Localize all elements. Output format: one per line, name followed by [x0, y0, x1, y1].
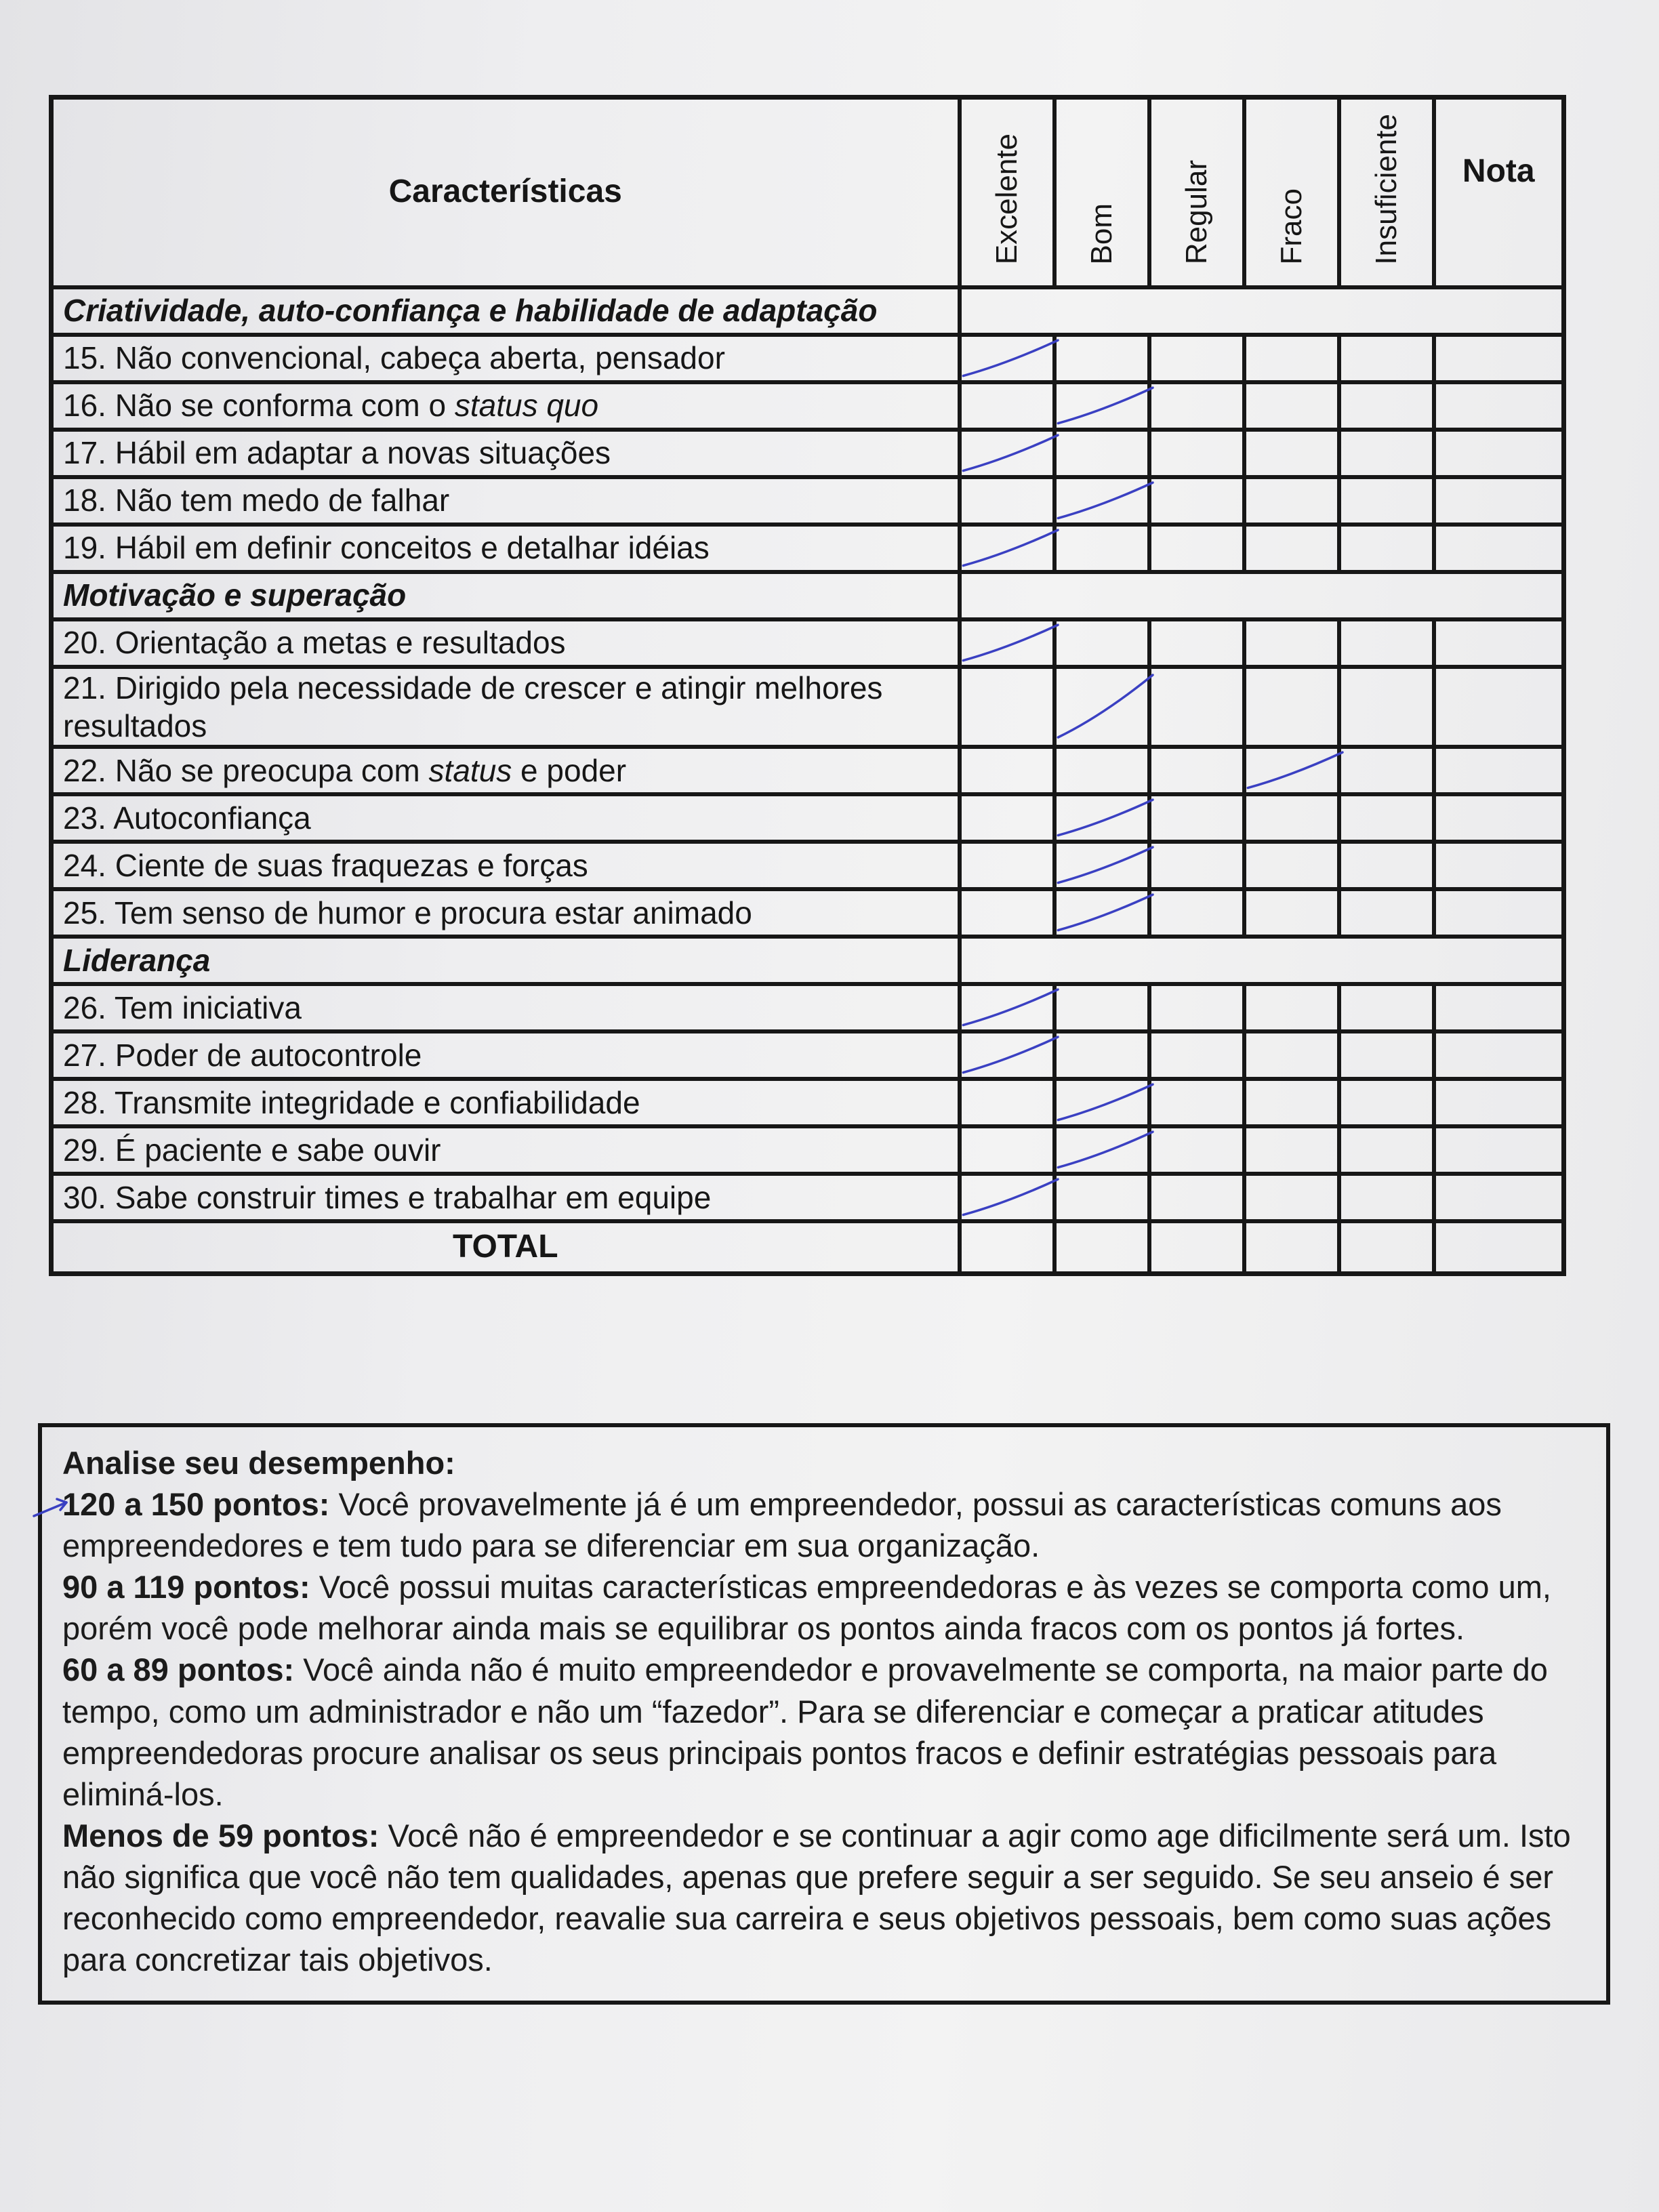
nota-cell[interactable]	[1434, 984, 1564, 1031]
item-label-text: 17. Hábil em adaptar a novas situações	[63, 435, 611, 471]
rating-cell-excelente[interactable]	[960, 1126, 1054, 1174]
section-title: Criatividade, auto-confiança e habilidade de adaptação	[52, 287, 960, 335]
check-mark-stroke	[963, 435, 1058, 470]
table-header	[52, 98, 1564, 287]
rating-cell-regular[interactable]	[1149, 619, 1244, 667]
check-mark	[1055, 1081, 1153, 1124]
rating-cell-regular[interactable]	[1149, 382, 1244, 430]
range-below-59	[62, 1815, 1586, 1980]
item-label	[52, 1031, 960, 1079]
rating-cell-insuficiente[interactable]	[1339, 984, 1434, 1031]
rating-cell-excelente[interactable]	[960, 747, 1054, 794]
total-rating-cell[interactable]	[1244, 1221, 1339, 1274]
item-label-text: 15. Não convencional, cabeça aberta, pensador	[63, 340, 725, 376]
item-label	[52, 382, 960, 430]
nota-cell[interactable]	[1434, 794, 1564, 842]
check-mark	[1055, 384, 1153, 428]
check-mark	[1245, 749, 1343, 792]
item-row	[52, 619, 1564, 667]
performance-analysis-box	[38, 1423, 1610, 2005]
check-mark	[1055, 669, 1153, 745]
rating-cell-bom[interactable]	[1054, 842, 1149, 889]
nota-cell[interactable]	[1434, 1031, 1564, 1079]
rating-cell-insuficiente[interactable]	[1339, 842, 1434, 889]
check-mark	[960, 527, 1058, 570]
check-mark-stroke	[1058, 1132, 1153, 1167]
rating-cell-insuficiente[interactable]	[1339, 889, 1434, 937]
item-row	[52, 525, 1564, 572]
item-row	[52, 889, 1564, 937]
check-mark	[1055, 1128, 1153, 1172]
rating-cell-bom[interactable]	[1054, 1174, 1149, 1221]
rating-cell-insuficiente[interactable]	[1339, 1174, 1434, 1221]
header-col-regular	[1149, 98, 1244, 287]
rating-cell-fraco[interactable]	[1244, 477, 1339, 525]
item-row	[52, 1126, 1564, 1174]
header-col-label: Bom	[1084, 203, 1118, 265]
total-rating-cell[interactable]	[960, 1221, 1054, 1274]
rating-cell-excelente[interactable]	[960, 794, 1054, 842]
rating-cell-excelente[interactable]	[960, 525, 1054, 572]
rating-cell-regular[interactable]	[1149, 889, 1244, 937]
rating-cell-regular[interactable]	[1149, 335, 1244, 382]
item-label-text: 24. Ciente de suas fraquezas e forças	[63, 847, 588, 883]
rating-cell-insuficiente[interactable]	[1339, 335, 1434, 382]
item-row	[52, 667, 1564, 747]
table-total	[52, 1221, 1564, 1274]
header-col-bom	[1054, 98, 1149, 287]
rating-cell-bom[interactable]	[1054, 747, 1149, 794]
rating-cell-bom[interactable]	[1054, 525, 1149, 572]
header-col-label: Regular	[1179, 160, 1213, 265]
check-mark-stroke	[963, 530, 1058, 565]
item-row	[52, 382, 1564, 430]
rating-cell-regular[interactable]	[1149, 747, 1244, 794]
rating-cell-regular[interactable]	[1149, 477, 1244, 525]
item-row	[52, 842, 1564, 889]
item-label-text: 21. Dirigido pela necessidade de crescer e atingir melhores resultados	[63, 670, 883, 743]
item-row	[52, 984, 1564, 1031]
rating-cell-regular[interactable]	[1149, 1079, 1244, 1126]
rating-cell-fraco[interactable]	[1244, 619, 1339, 667]
rating-cell-fraco[interactable]	[1244, 1126, 1339, 1174]
rating-cell-regular[interactable]	[1149, 984, 1244, 1031]
rating-cell-excelente[interactable]	[960, 335, 1054, 382]
header-nota: Nota	[1434, 98, 1564, 287]
rating-cell-excelente[interactable]	[960, 619, 1054, 667]
nota-cell[interactable]	[1434, 747, 1564, 794]
total-rating-cell[interactable]	[1149, 1221, 1244, 1274]
rating-cell-insuficiente[interactable]	[1339, 525, 1434, 572]
section-title: Motivação e superação	[52, 572, 960, 619]
nota-cell[interactable]	[1434, 382, 1564, 430]
range-90-119	[62, 1566, 1586, 1649]
header-row	[52, 98, 1564, 287]
range-60-89	[62, 1649, 1586, 1814]
check-mark	[1055, 844, 1153, 887]
item-label-text: 16. Não se conforma com o	[63, 388, 455, 424]
rating-cell-fraco[interactable]	[1244, 889, 1339, 937]
header-col-label: Fraco	[1274, 188, 1308, 265]
rating-cell-excelente[interactable]	[960, 477, 1054, 525]
rating-cell-excelente[interactable]	[960, 842, 1054, 889]
item-label	[52, 335, 960, 382]
section-row	[52, 287, 1564, 335]
rating-cell-regular[interactable]	[1149, 430, 1244, 477]
item-label-suffix: e poder	[512, 752, 627, 788]
check-mark	[960, 986, 1058, 1029]
check-mark-stroke	[1058, 895, 1153, 930]
check-mark-stroke	[1248, 752, 1343, 787]
check-mark-stroke	[1058, 847, 1153, 882]
rating-cell-excelente[interactable]	[960, 1079, 1054, 1126]
rating-cell-insuficiente[interactable]	[1339, 1126, 1434, 1174]
check-mark-stroke	[1058, 483, 1153, 518]
range-120-150	[62, 1483, 1586, 1566]
item-label-text: 30. Sabe construir times e trabalhar em equipe	[63, 1179, 712, 1215]
item-label	[52, 1174, 960, 1221]
rating-cell-insuficiente[interactable]	[1339, 619, 1434, 667]
item-label	[52, 794, 960, 842]
nota-cell[interactable]	[1434, 1174, 1564, 1221]
rating-cell-regular[interactable]	[1149, 525, 1244, 572]
rating-cell-regular[interactable]	[1149, 1031, 1244, 1079]
item-label	[52, 525, 960, 572]
check-mark	[1055, 891, 1153, 935]
section-title: Liderança	[52, 937, 960, 984]
section-row	[52, 572, 1564, 619]
rating-cell-bom[interactable]	[1054, 667, 1149, 747]
item-label	[52, 1126, 960, 1174]
section-spacer	[960, 572, 1564, 619]
range-label: Menos de 59 pontos:	[62, 1817, 380, 1853]
item-label-text: 18. Não tem medo de falhar	[63, 483, 450, 518]
item-label	[52, 747, 960, 794]
item-label-text: 25. Tem senso de humor e procura estar animado	[63, 895, 752, 930]
rating-cell-bom[interactable]	[1054, 984, 1149, 1031]
check-mark	[960, 1033, 1058, 1077]
range-label: 90 a 119 pontos:	[62, 1569, 310, 1605]
rating-cell-excelente[interactable]	[960, 889, 1054, 937]
item-label-emphasis: status quo	[454, 388, 599, 424]
total-rating-cell[interactable]	[1339, 1221, 1434, 1274]
item-label	[52, 889, 960, 937]
rating-cell-fraco[interactable]	[1244, 335, 1339, 382]
rating-cell-regular[interactable]	[1149, 842, 1244, 889]
rating-cell-regular[interactable]	[1149, 1126, 1244, 1174]
rating-cell-insuficiente[interactable]	[1339, 1079, 1434, 1126]
rating-cell-insuficiente[interactable]	[1339, 747, 1434, 794]
section-row	[52, 937, 1564, 984]
evaluation-table	[49, 95, 1566, 1276]
header-col-label: Excelente	[989, 134, 1023, 265]
rating-cell-bom[interactable]	[1054, 382, 1149, 430]
rating-cell-regular[interactable]	[1149, 667, 1244, 747]
item-label	[52, 477, 960, 525]
rating-cell-fraco[interactable]	[1244, 1031, 1339, 1079]
total-label: TOTAL	[52, 1221, 960, 1274]
nota-cell[interactable]	[1434, 1079, 1564, 1126]
rating-cell-insuficiente[interactable]	[1339, 667, 1434, 747]
rating-cell-fraco[interactable]	[1244, 430, 1339, 477]
item-label	[52, 842, 960, 889]
check-mark-stroke	[1058, 674, 1153, 737]
check-mark	[960, 337, 1058, 380]
check-mark	[960, 621, 1058, 665]
rating-cell-bom[interactable]	[1054, 619, 1149, 667]
item-label-text: 29. É paciente e sabe ouvir	[63, 1132, 441, 1168]
nota-cell[interactable]	[1434, 619, 1564, 667]
rating-cell-bom[interactable]	[1054, 335, 1149, 382]
rating-cell-excelente[interactable]	[960, 1031, 1054, 1079]
item-label-text: 20. Orientação a metas e resultados	[63, 625, 566, 661]
nota-cell[interactable]	[1434, 335, 1564, 382]
rating-cell-bom[interactable]	[1054, 794, 1149, 842]
rating-cell-excelente[interactable]	[960, 382, 1054, 430]
rating-cell-insuficiente[interactable]	[1339, 794, 1434, 842]
item-row	[52, 747, 1564, 794]
total-row	[52, 1221, 1564, 1274]
rating-cell-fraco[interactable]	[1244, 984, 1339, 1031]
section-spacer	[960, 287, 1564, 335]
pen-arrow-mark	[33, 1493, 70, 1520]
rating-cell-insuficiente[interactable]	[1339, 382, 1434, 430]
check-mark	[960, 1176, 1058, 1219]
item-row	[52, 1079, 1564, 1126]
rating-cell-insuficiente[interactable]	[1339, 1031, 1434, 1079]
check-mark-stroke	[963, 1037, 1058, 1072]
rating-cell-bom[interactable]	[1054, 1031, 1149, 1079]
rating-cell-fraco[interactable]	[1244, 525, 1339, 572]
rating-cell-fraco[interactable]	[1244, 1079, 1339, 1126]
section-spacer	[960, 937, 1564, 984]
check-mark-stroke	[963, 1179, 1058, 1214]
nota-cell[interactable]	[1434, 667, 1564, 747]
nota-cell[interactable]	[1434, 889, 1564, 937]
rating-cell-fraco[interactable]	[1244, 382, 1339, 430]
rating-cell-excelente[interactable]	[960, 984, 1054, 1031]
nota-cell[interactable]	[1434, 430, 1564, 477]
nota-cell[interactable]	[1434, 842, 1564, 889]
item-row	[52, 1031, 1564, 1079]
check-mark	[1055, 479, 1153, 523]
item-row	[52, 794, 1564, 842]
check-mark	[1055, 796, 1153, 840]
rating-cell-fraco[interactable]	[1244, 842, 1339, 889]
check-mark-stroke	[1058, 1084, 1153, 1120]
item-label	[52, 984, 960, 1031]
range-label: 60 a 89 pontos:	[62, 1652, 295, 1688]
rating-cell-excelente[interactable]	[960, 667, 1054, 747]
rating-cell-excelente[interactable]	[960, 430, 1054, 477]
rating-cell-bom[interactable]	[1054, 1126, 1149, 1174]
item-label	[52, 430, 960, 477]
nota-cell[interactable]	[1434, 477, 1564, 525]
check-mark-stroke	[963, 989, 1058, 1025]
rating-cell-fraco[interactable]	[1244, 1174, 1339, 1221]
check-mark-stroke	[963, 625, 1058, 660]
item-row	[52, 1174, 1564, 1221]
rating-cell-insuficiente[interactable]	[1339, 430, 1434, 477]
header-col-excelente	[960, 98, 1054, 287]
rating-cell-fraco[interactable]	[1244, 747, 1339, 794]
item-row	[52, 477, 1564, 525]
nota-cell[interactable]	[1434, 1126, 1564, 1174]
item-label-text: 28. Transmite integridade e confiabilidade	[63, 1084, 640, 1120]
table-body	[52, 287, 1564, 1221]
check-mark-stroke	[1058, 800, 1153, 835]
analysis-title: Analise seu desempenho:	[62, 1445, 455, 1481]
item-row	[52, 430, 1564, 477]
check-mark-stroke	[963, 340, 1058, 375]
rating-cell-fraco[interactable]	[1244, 667, 1339, 747]
range-text: Você possui muitas características empreendedoras e às vezes se comporta como um, porém você pode melhorar ainda mais se equilibrar os pontos ainda fracos com os pontos já fortes.	[62, 1569, 1551, 1647]
item-label	[52, 1079, 960, 1126]
item-label-emphasis: status	[428, 752, 512, 788]
item-label	[52, 619, 960, 667]
range-text: Você não é empreendedor e se continuar a agir como age dificilmente será um. Isto não significa que você não tem qualidades, apenas que prefere seguir a ser seguido. Se seu anseio é ser reconhecido como empreendedor, reavalie sua carreira e seus objetivos pessoais, bem como suas ações para concretizar tais objetivos.	[62, 1817, 1571, 1978]
rating-cell-bom[interactable]	[1054, 477, 1149, 525]
header-characteristics: Características	[52, 98, 960, 287]
range-text: Você ainda não é muito empreendedor e provavelmente se comporta, na maior parte do tempo, como um administrador e não um “fazedor”. Para se diferenciar e começar a praticar atitudes empreendedoras procure analisar os seus principais pontos fracos e definir estratégias pessoais para eliminá-los.	[62, 1652, 1548, 1812]
item-label-text: 19. Hábil em definir conceitos e detalhar idéias	[63, 530, 710, 566]
item-label-text: 26. Tem iniciativa	[63, 989, 302, 1025]
header-col-label: Insuficiente	[1369, 113, 1403, 265]
check-mark-stroke	[1058, 388, 1153, 423]
range-label: 120 a 150 pontos:	[62, 1486, 330, 1523]
item-label-text: 22. Não se preocupa com	[63, 752, 429, 788]
item-label	[52, 667, 960, 747]
rating-cell-fraco[interactable]	[1244, 794, 1339, 842]
range-text: Você provavelmente já é um empreendedor, possui as características comuns aos empreendedores e tem tudo para se diferenciar em sua organização.	[62, 1486, 1502, 1564]
header-col-fraco	[1244, 98, 1339, 287]
total-rating-cell[interactable]	[1054, 1221, 1149, 1274]
rating-cell-bom[interactable]	[1054, 1079, 1149, 1126]
check-mark	[960, 432, 1058, 475]
total-nota-cell[interactable]	[1434, 1221, 1564, 1274]
nota-cell[interactable]	[1434, 525, 1564, 572]
rating-cell-insuficiente[interactable]	[1339, 477, 1434, 525]
rating-cell-bom[interactable]	[1054, 889, 1149, 937]
header-col-insuficiente	[1339, 98, 1434, 287]
item-row	[52, 335, 1564, 382]
rating-cell-bom[interactable]	[1054, 430, 1149, 477]
item-label-text: 27. Poder de autocontrole	[63, 1037, 422, 1073]
rating-cell-excelente[interactable]	[960, 1174, 1054, 1221]
rating-cell-regular[interactable]	[1149, 794, 1244, 842]
item-label-text: 23. Autoconfiança	[63, 800, 311, 836]
rating-cell-regular[interactable]	[1149, 1174, 1244, 1221]
